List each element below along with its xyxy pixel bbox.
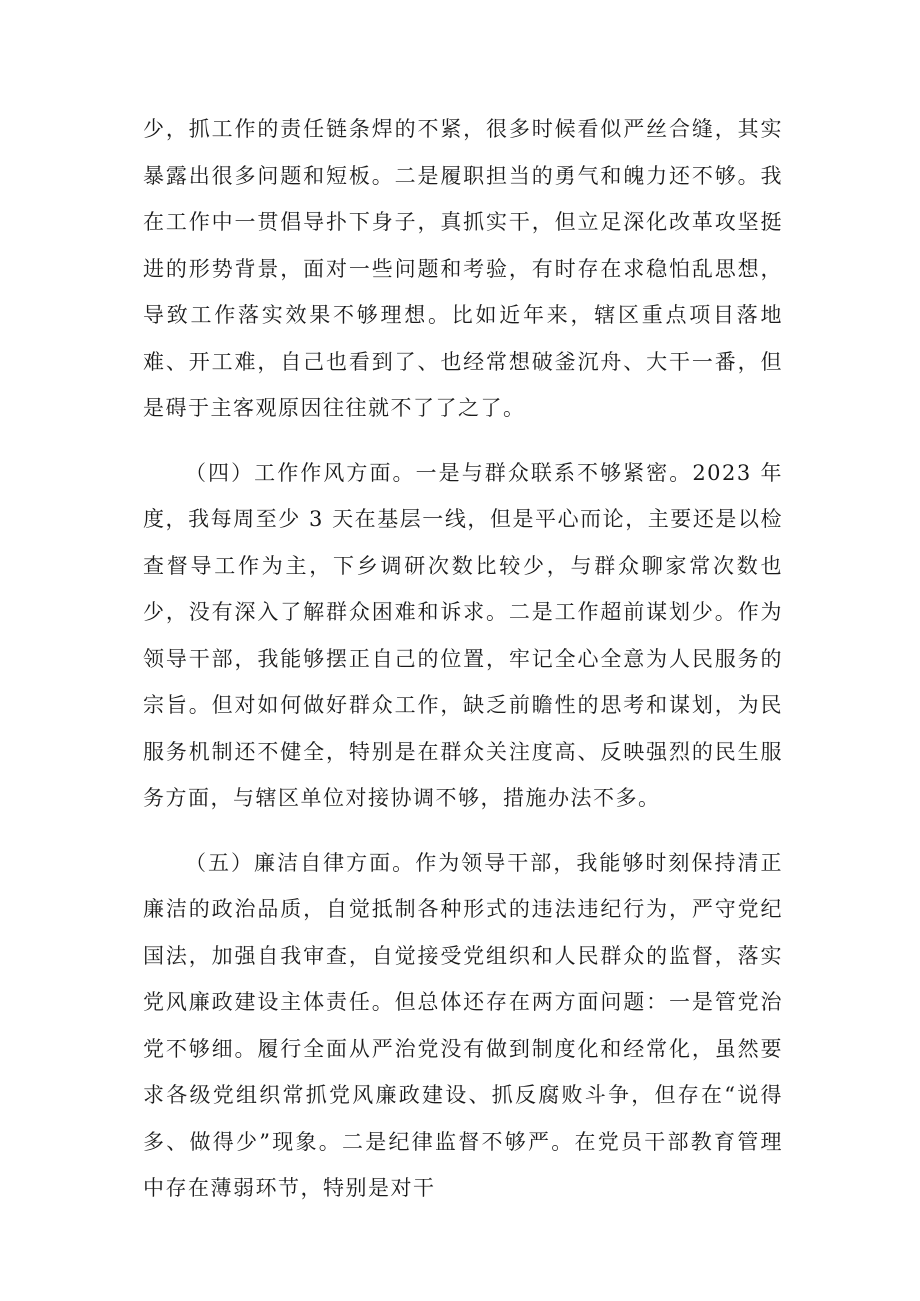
paragraph-work-style: （四）工作作风方面。一是与群众联系不够紧密。2023 年度，我每周至少 3 天在基层一线，但是平心而论，主要还是以检查督导工作为主，下乡调研次数比较少，与群众聊家常次数也少，没有深入了解群众困难和诉求。二是工作超前谋划少。作为领导干部，我能够摆正自己的位置，牢记全心全意为人民服务的宗旨。但对如何做好群众工作，缺乏前瞻性的思考和谋划，为民服务机制还不健全，特别是在群众关注度高、反映强烈的民生服务方面，与辖区单位对接协调不够，措施办法不多。 [143, 460, 783, 810]
document-body [143, 106, 783, 1212]
paragraph-integrity: （五）廉洁自律方面。作为领导干部，我能够时刻保持清正廉洁的政治品质，自觉抵制各种形式的违法违纪行为，严守党纪国法，加强自我审查，自觉接受党组织和人民群众的监督，落实党风廉政建设主体责任。但总体还存在两方面问题：一是管党治党不够细。履行全面从严治党没有做到制度化和经常化，虽然要求各级党组织常抓党风廉政建设、抓反腐败斗争，但存在“说得多、做得少”现象。二是纪律监督不够严。在党员干部教育管理中存在薄弱环节，特别是对干 [143, 850, 783, 1200]
paragraph-continuation: 少，抓工作的责任链条焊的不紧，很多时候看似严丝合缝，其实暴露出很多问题和短板。二是履职担当的勇气和魄力还不够。我在工作中一贯倡导扑下身子，真抓实干，但立足深化改革攻坚挺进的形势背景，面对一些问题和考验，有时存在求稳怕乱思想，导致工作落实效果不够理想。比如近年来，辖区重点项目落地难、开工难，自己也看到了、也经常想破釜沉舟、大干一番，但是碍于主客观原因往往就不了了之了。 [143, 117, 783, 420]
